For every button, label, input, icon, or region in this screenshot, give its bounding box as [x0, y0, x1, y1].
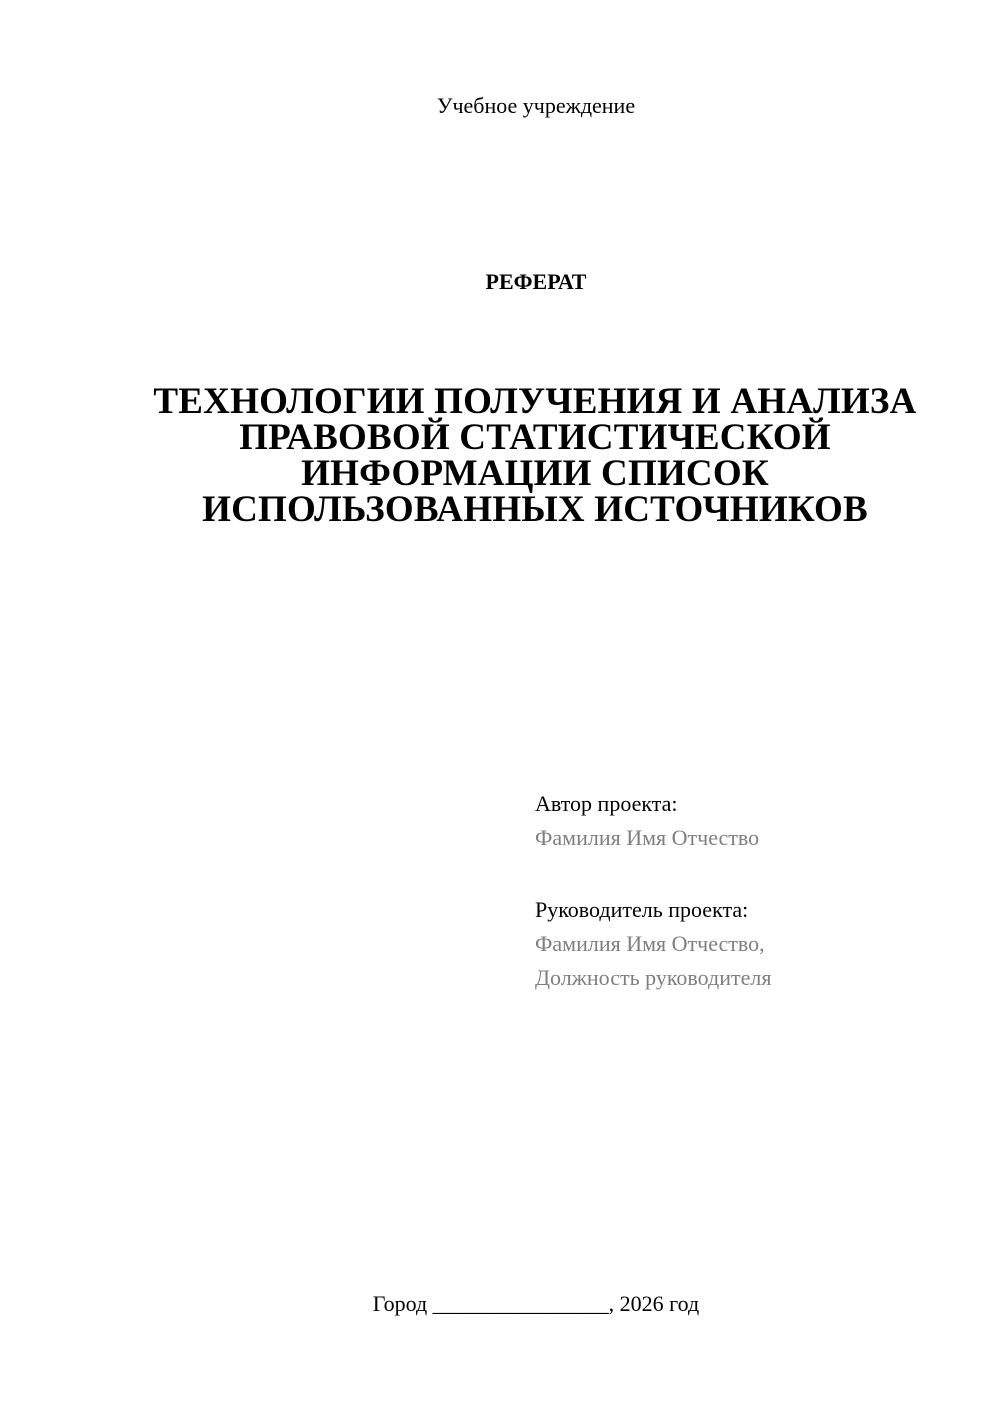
document-title: ТЕХНОЛОГИИ ПОЛУЧЕНИЯ И АНАЛИЗА ПРАВОВОЙ СТАТИСТИЧЕСКОЙ ИНФОРМАЦИИ СПИСОК ИСПОЛЬЗОВАННЫХ ИСТОЧНИКОВ — [153, 381, 917, 530]
author-label: Автор проекта: — [535, 791, 678, 816]
author-block — [535, 787, 955, 855]
institution-name: Учебное учреждение — [436, 93, 636, 118]
city-year-line: Город ________________, 2026 год — [372, 1291, 700, 1316]
document-type: РЕФЕРАТ — [485, 269, 587, 294]
supervisor-name: Фамилия Имя Отчество, — [535, 931, 765, 956]
supervisor-label: Руководитель проекта: — [535, 897, 749, 922]
supervisor-position: Должность руководителя — [535, 965, 772, 990]
author-name: Фамилия Имя Отчество — [535, 825, 760, 850]
supervisor-block — [535, 893, 955, 995]
